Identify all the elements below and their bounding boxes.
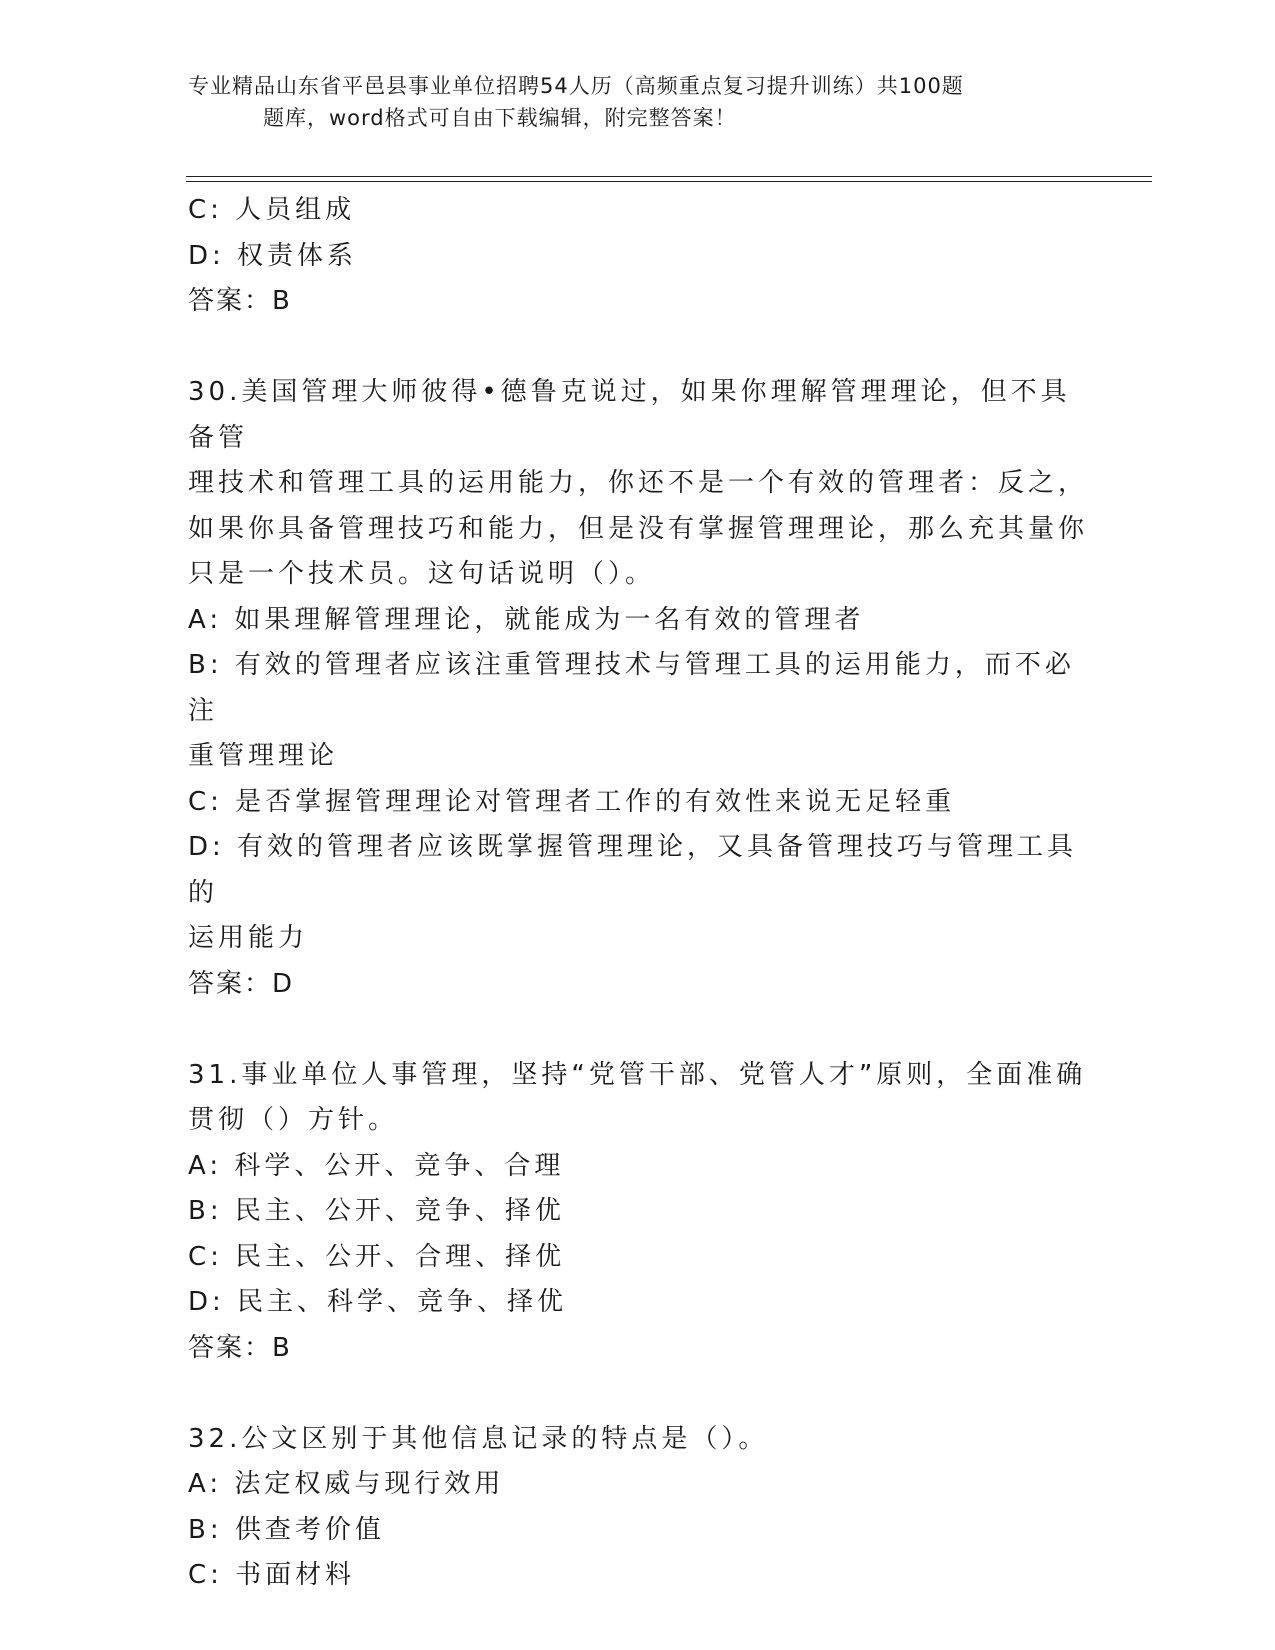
- question-29-tail: [188, 188, 1088, 325]
- question-content: [188, 188, 1088, 1599]
- question-stem-line: 只是一个技术员。这句话说明（）。: [188, 559, 656, 589]
- question-stem-line: 理技术和管理工具的运用能力，你还不是一个有效的管理者：反之，: [188, 468, 1089, 498]
- option-b: B: 供查考价值: [188, 1514, 385, 1545]
- option-b: B: 有效的管理者应该注重管理技术与管理工具的运用能力，而不必注: [188, 650, 1075, 726]
- option-a: A: 科学、公开、竞争、合理: [188, 1150, 565, 1181]
- header-rule-top: [186, 176, 1152, 177]
- answer-line: 答案：D: [188, 968, 295, 999]
- option-d-continued: 运用能力: [188, 923, 309, 953]
- option-a: A: 法定权威与现行效用: [188, 1469, 505, 1499]
- option-d: D: 权责体系: [188, 240, 358, 271]
- option-a: A: 如果理解管理理论，就能成为一名有效的管理者: [188, 604, 865, 635]
- header-title-line2: 题库，word格式可自由下载编辑，附完整答案！: [263, 106, 737, 130]
- option-b-continued: 重管理理论: [188, 741, 339, 771]
- option-c: C: 是否掌握管理理论对管理者工作的有效性来说无足轻重: [188, 786, 956, 817]
- question-stem-line: 如果你具备管理技巧和能力，但是没有掌握管理理论，那么充其量你: [188, 513, 1089, 544]
- header-rule-bottom: [186, 181, 1152, 182]
- question-stem-line: 30.美国管理大师彼得•德鲁克说过，如果你理解管理理论，但不具备管: [188, 377, 1071, 453]
- question-30: [188, 370, 1088, 1007]
- question-32: [188, 1417, 1088, 1599]
- question-stem-line: 32.公文区别于其他信息记录的特点是（）。: [188, 1423, 769, 1454]
- option-c: C: 人员组成: [188, 195, 356, 225]
- option-d: D: 民主、科学、竞争、择优: [188, 1287, 568, 1317]
- answer-line: 答案：B: [188, 286, 292, 316]
- question-31: [188, 1053, 1088, 1372]
- option-b: B: 民主、公开、竞争、择优: [188, 1196, 565, 1226]
- page-header: [188, 70, 1088, 134]
- spacer: [188, 1007, 1088, 1053]
- option-c: C: 民主、公开、合理、择优: [188, 1241, 566, 1272]
- option-c: C: 书面材料: [188, 1560, 356, 1590]
- header-title-line1: 专业精品山东省平邑县事业单位招聘54人历（高频重点复习提升训练）共100题: [188, 74, 964, 98]
- answer-line: 答案：B: [188, 1332, 292, 1363]
- spacer: [188, 325, 1088, 371]
- question-stem-line: 贯彻（）方针。: [188, 1105, 399, 1135]
- question-stem-line: 31.事业单位人事管理，坚持“党管干部、党管人才”原则，全面准确: [188, 1059, 1087, 1090]
- option-d: D: 有效的管理者应该既掌握管理理论，又具备管理技巧与管理工具的: [188, 832, 1078, 908]
- spacer: [188, 1371, 1088, 1417]
